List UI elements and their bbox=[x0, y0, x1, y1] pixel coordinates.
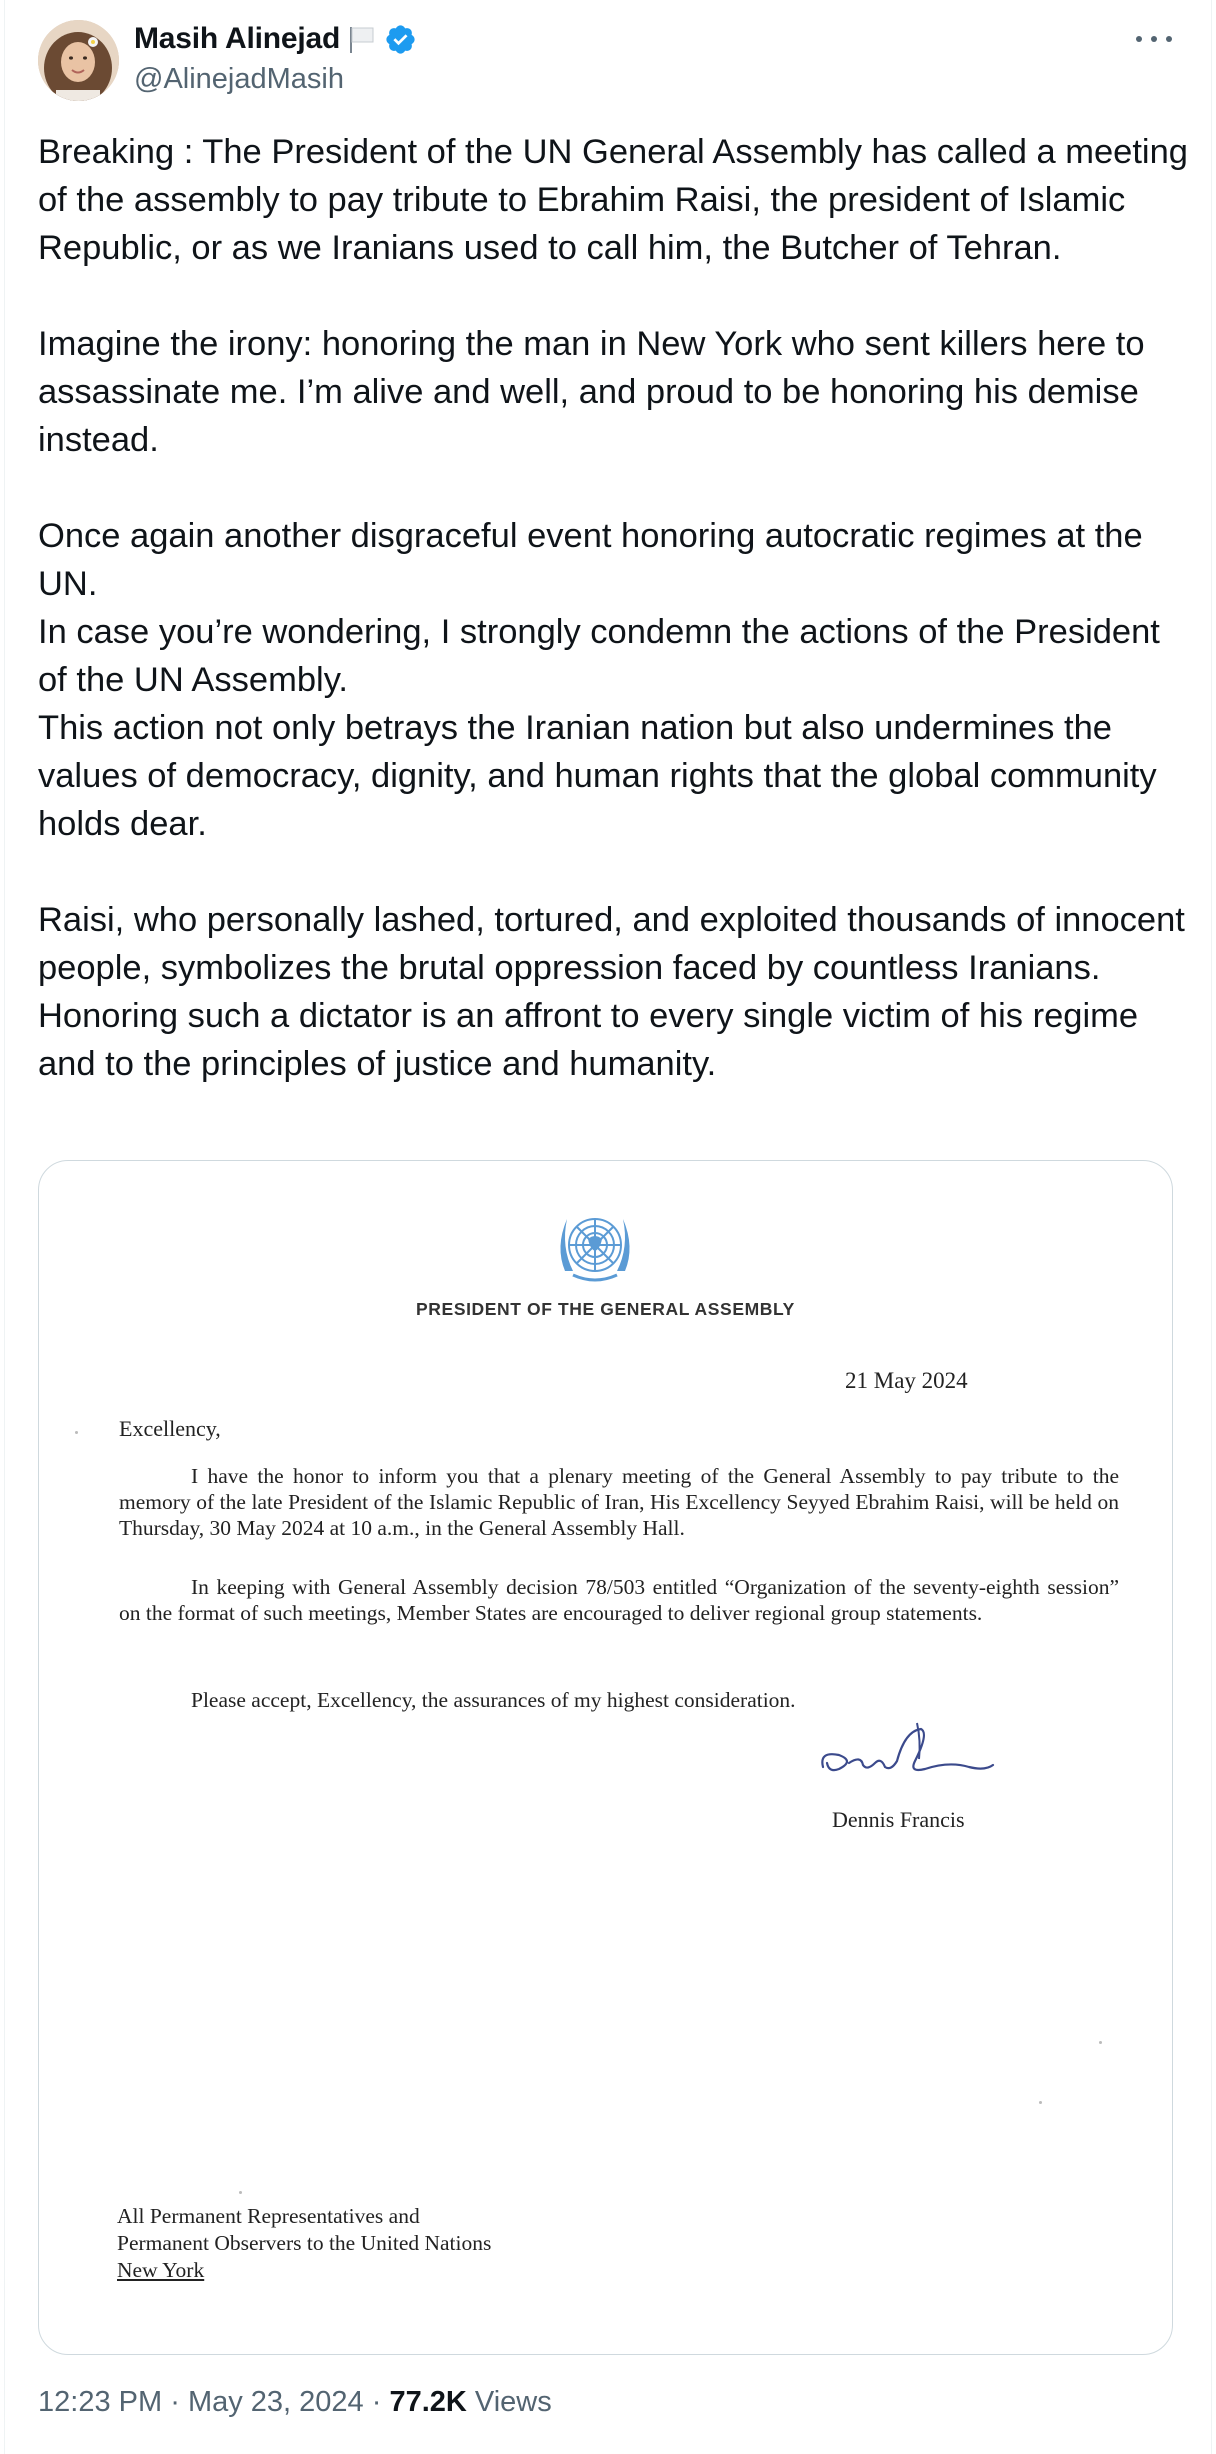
avatar-image bbox=[38, 20, 119, 101]
scan-speck bbox=[75, 1431, 78, 1434]
scan-speck bbox=[1039, 2101, 1042, 2104]
verified-badge-icon bbox=[384, 23, 417, 56]
tweet-date[interactable]: May 23, 2024 bbox=[187, 2386, 364, 2418]
more-options-icon[interactable] bbox=[1134, 28, 1174, 48]
meta-separator: · bbox=[371, 2386, 382, 2418]
scan-speck bbox=[239, 2191, 242, 2194]
attached-image[interactable] bbox=[38, 1160, 1173, 2355]
avatar[interactable] bbox=[38, 20, 119, 101]
recipient-line-2: Permanent Observers to the United Nations bbox=[117, 2231, 492, 2255]
views-label: Views bbox=[474, 2386, 552, 2418]
letter-signer: Dennis Francis bbox=[832, 1807, 965, 1832]
letter-paragraph-1 bbox=[119, 1463, 1119, 1541]
author-name[interactable]: Masih Alinejad bbox=[134, 22, 341, 55]
signature bbox=[809, 1711, 1009, 1791]
scan-speck bbox=[1099, 2041, 1102, 2044]
recipient-line-3: New York bbox=[117, 2258, 205, 2282]
letter-salutation: Excellency, bbox=[119, 1416, 221, 1441]
recipient-line-1: All Permanent Representatives and bbox=[117, 2204, 420, 2228]
author-name-row[interactable] bbox=[134, 22, 417, 56]
letter-paragraph-1-text: I have the honor to inform you that a plenary meeting of the General Assembly to pay tribute to the memory of the late President of the Islamic Republic of Iran, His Excellency Seyyed Ebrahim Raisi, will be held on Thursday, 30 May 2024 at 10 a.m., in the General Assembly Hall. bbox=[119, 1464, 1119, 1540]
tweet-meta bbox=[38, 2386, 552, 2419]
author-handle[interactable]: @AlinejadMasih bbox=[134, 63, 344, 95]
letter-paragraph-2 bbox=[119, 1574, 1119, 1626]
meta-separator: · bbox=[170, 2386, 180, 2418]
white-flag-icon bbox=[348, 24, 376, 54]
letter-paragraph-3-text: Please accept, Excellency, the assurances of my highest consideration. bbox=[191, 1688, 796, 1712]
un-emblem-icon bbox=[545, 1205, 645, 1289]
tweet-text: Breaking : The President of the UN General Assembly has called a meeting of the assembly to pay tribute to Ebrahim Raisi, the president of Islamic Republic, or as we Iranians used to call him, the Butcher of Tehran. Imagine the irony: honoring the man in New York who sent killers here to assassinate me. I’m alive and well, and proud to be honoring his demise instead. Once again another disgraceful event honoring autocratic regimes at the UN. In case you’re wondering, I strongly condemn the actions of the President of the UN Assembly. This action not only betrays the Iranian nation but also undermines the values of democracy, dignity, and human rights that the global community holds dear. Raisi, who personally lashed, tortured, and exploited thousands of innocent people, symbolizes the brutal oppression faced by countless Iranians. Honoring such a dictator is an affront to every single victim of his regime and to the principles of justice and humanity. bbox=[38, 133, 1188, 1083]
tweet-time[interactable]: 12:23 PM bbox=[38, 2386, 163, 2418]
un-letter-document bbox=[39, 1161, 1172, 2354]
letter-paragraph-2-text: In keeping with General Assembly decision 78/503 entitled “Organization of the seventy-eighth session” on the format of such meetings, Member States are encouraged to deliver regional group statements. bbox=[119, 1575, 1119, 1625]
letter-date: 21 May 2024 bbox=[845, 1368, 968, 1393]
views-count: 77.2K bbox=[389, 2386, 467, 2418]
letter-heading: PRESIDENT OF THE GENERAL ASSEMBLY bbox=[416, 1299, 795, 1319]
letter-paragraph-3 bbox=[119, 1687, 1119, 1713]
letter-recipients bbox=[117, 2203, 491, 2284]
